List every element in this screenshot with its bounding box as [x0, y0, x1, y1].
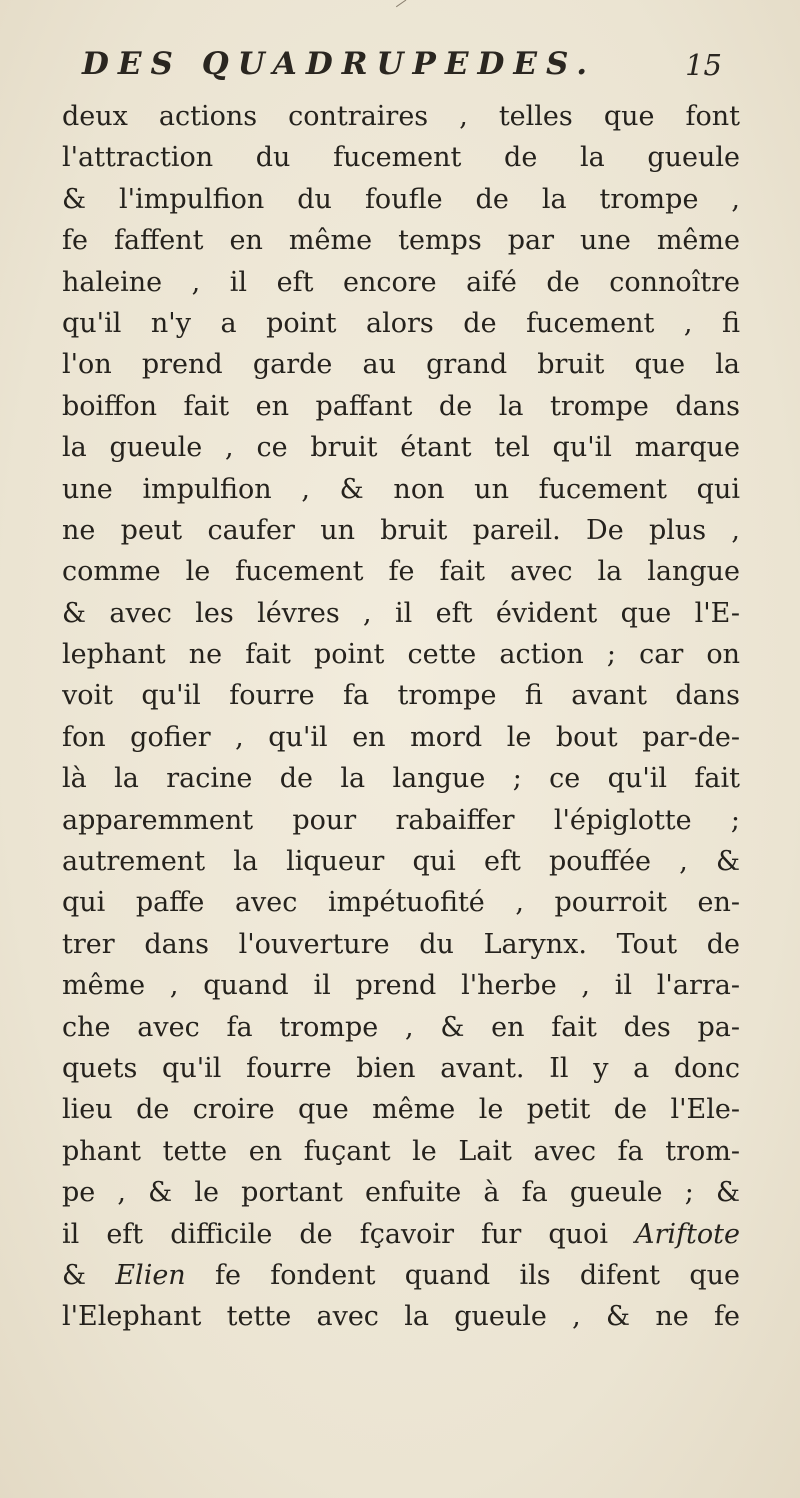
- text-line: che avec fa trompe , & en fait des pa-: [62, 1011, 740, 1043]
- text-line: la gueule , ce bruit étant tel qu'il marque: [62, 432, 740, 464]
- text-line: phant tette en fuçant le Lait avec fa trom-: [62, 1135, 740, 1167]
- text-line: l'attraction du fucement de la gueule: [62, 142, 740, 174]
- text-line: deux actions contraires , telles que font: [62, 101, 740, 132]
- running-title: DES QUADRUPEDES.: [82, 46, 597, 82]
- text-line: qu'il n'y a point alors de fucement , fi: [62, 307, 740, 339]
- text-line: pe , & le portant enfuite à fa gueule ; &: [62, 1177, 740, 1209]
- text-line: apparemment pour rabaiffer l'épiglotte ;: [62, 804, 740, 836]
- page-header: [82, 42, 722, 98]
- text-line: fon gofier , qu'il en mord le bout par-de-: [62, 721, 740, 753]
- text-line: comme le fucement fe fait avec la langue: [62, 556, 740, 588]
- text-fragment: &: [62, 1259, 116, 1291]
- margin-mark: [396, 0, 412, 15]
- text-line-with-name: [62, 1214, 740, 1255]
- page-number: 15: [685, 48, 722, 82]
- text-line-with-name: [62, 1255, 740, 1296]
- author-name-aristote: Ariftote: [635, 1218, 740, 1250]
- text-line: & avec les lévres , il eft évident que l'E-: [62, 597, 740, 629]
- body-text: [62, 96, 740, 1338]
- text-line: fe faffent en même temps par une même: [62, 225, 740, 257]
- text-line: voit qu'il fourre fa trompe fi avant dans: [62, 680, 740, 712]
- text-line: là la racine de la langue ; ce qu'il fait: [62, 763, 740, 795]
- text-line: boiffon fait en paffant de la trompe dans: [62, 390, 740, 422]
- text-line: haleine , il eft encore aifé de connoître: [62, 266, 740, 298]
- text-line: qui paffe avec impétuofité , pourroit en-: [62, 887, 740, 919]
- text-line: même , quand il prend l'herbe , il l'arra-: [62, 970, 740, 1002]
- text-line: ne peut caufer un bruit pareil. De plus ,: [62, 514, 740, 546]
- text-line: trer dans l'ouverture du Larynx. Tout de: [62, 928, 740, 960]
- text-line: autrement la liqueur qui eft pouffée , &: [62, 846, 740, 878]
- text-line: l'Elephant tette avec la gueule , & ne fe: [62, 1301, 740, 1333]
- text-line: lieu de croire que même le petit de l'Ele-: [62, 1094, 740, 1126]
- text-line: l'on prend garde au grand bruit que la: [62, 349, 740, 381]
- text-fragment: fe fondent quand ils difent que: [185, 1259, 740, 1291]
- author-name-elien: Elien: [115, 1259, 186, 1291]
- text-line: lephant ne fait point cette action ; car on: [62, 639, 740, 671]
- text-line: & l'impulfion du foufle de la trompe ,: [62, 183, 740, 215]
- text-fragment: il eft difficile de fçavoir fur quoi: [62, 1218, 608, 1250]
- text-line: une impulfion , & non un fucement qui: [62, 473, 740, 505]
- text-line: quets qu'il fourre bien avant. Il y a donc: [62, 1052, 740, 1084]
